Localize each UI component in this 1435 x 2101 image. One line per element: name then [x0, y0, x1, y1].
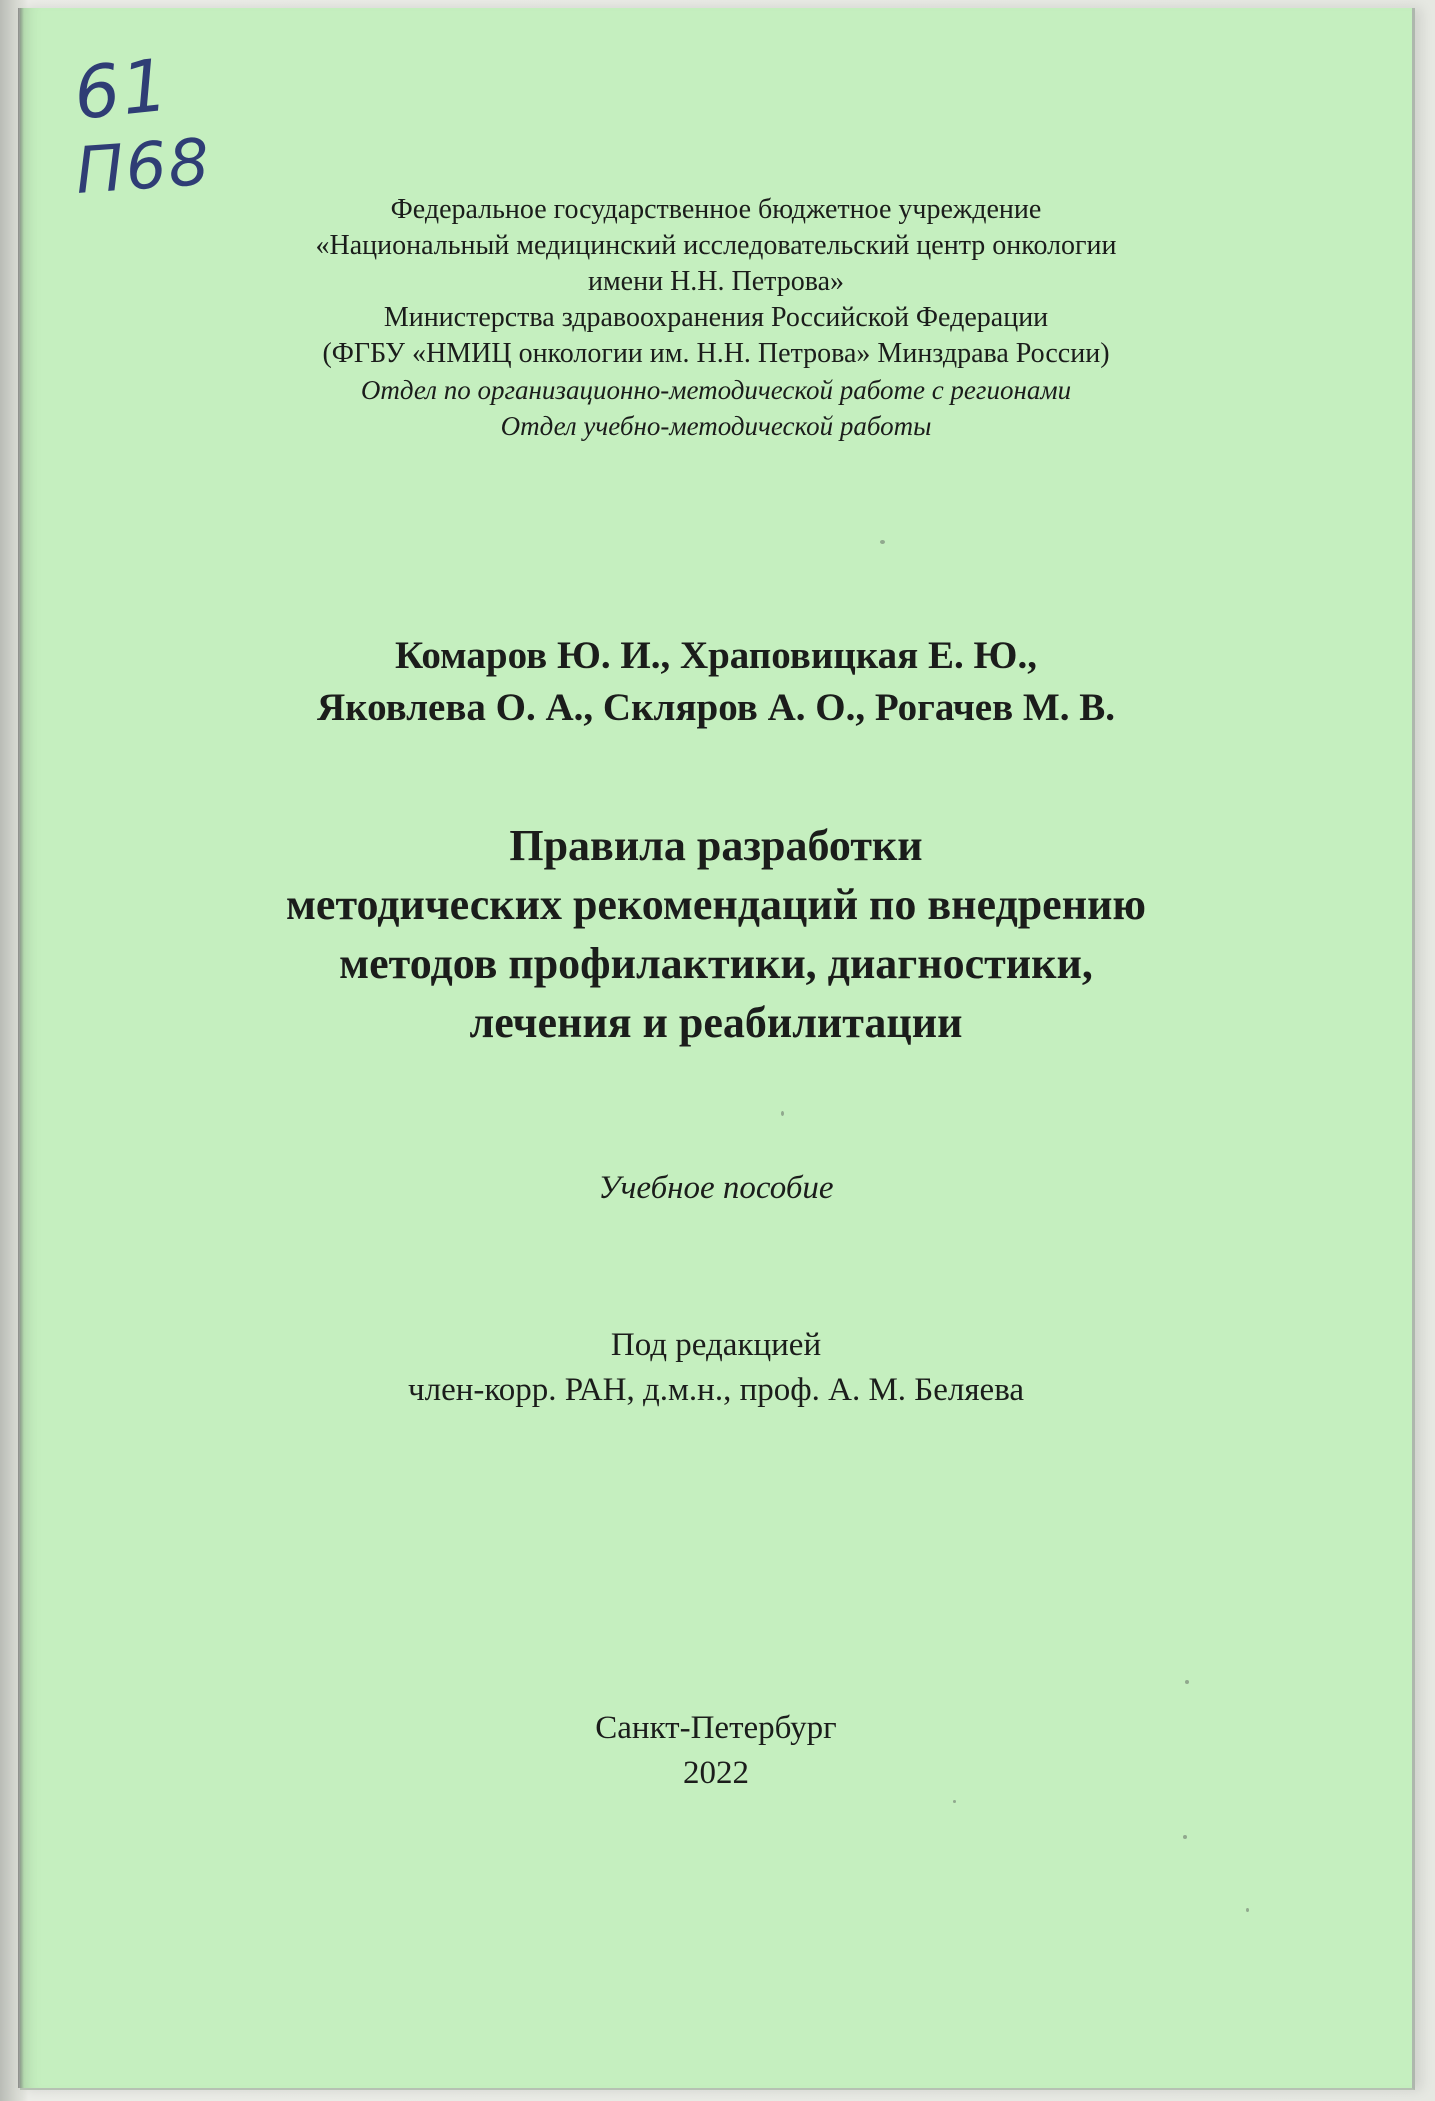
organization-line-1: Федеральное государственное бюджетное учреждение	[390, 194, 1042, 225]
shelfmark-line-1: 61	[69, 42, 174, 136]
scan-speck	[781, 1111, 784, 1116]
handwritten-shelfmark	[69, 42, 214, 209]
title-line-4: лечения и реабилитации	[469, 998, 963, 1047]
shelfmark-line-2: П68	[73, 125, 214, 209]
title-line-1: Правила разработки	[509, 821, 923, 870]
organization-line-2: «Национальный медицинский исследовательский центр онкологии	[315, 230, 1117, 261]
imprint-year: 2022	[683, 1755, 749, 1791]
editor-line-1: Под редакцией	[610, 1327, 822, 1363]
authors-line-2: Яковлева О. А., Скляров А. О., Рогачев М. В.	[316, 686, 1116, 729]
imprint-block	[20, 1706, 1412, 1796]
title-line-2: методических рекомендаций по внедрению	[285, 880, 1147, 929]
organization-line-3: имени Н.Н. Петрова»	[587, 266, 845, 297]
organization-line-5: (ФГБУ «НМИЦ онкологии им. Н.Н. Петрова» Минздрава России)	[322, 338, 1110, 369]
imprint-city: Санкт-Петербург	[595, 1710, 837, 1746]
scan-speck	[1183, 1835, 1187, 1839]
department-1: Отдел по организационно-методической работе с регионами	[360, 375, 1072, 405]
editor-block	[20, 1323, 1412, 1413]
scan-speck	[1185, 1680, 1189, 1684]
book-subtitle: Учебное пособие	[598, 1170, 834, 1206]
scan-speck	[1246, 1908, 1249, 1912]
scan-speck	[880, 540, 885, 544]
editor-line-2: член-корр. РАН, д.м.н., проф. А. М. Беляева	[408, 1372, 1024, 1408]
organization-line-4: Министерства здравоохранения Российской Федерации	[383, 302, 1049, 333]
scan-speck	[953, 1800, 956, 1803]
authors-line-1: Комаров Ю. И., Храповицкая Е. Ю.,	[395, 634, 1037, 677]
title-line-3: методов профилактики, диагностики,	[339, 939, 1093, 988]
book-title	[20, 816, 1412, 1052]
department-2: Отдел учебно-методической работы	[500, 411, 932, 441]
organization-block	[20, 192, 1412, 444]
authors-block	[20, 630, 1412, 734]
